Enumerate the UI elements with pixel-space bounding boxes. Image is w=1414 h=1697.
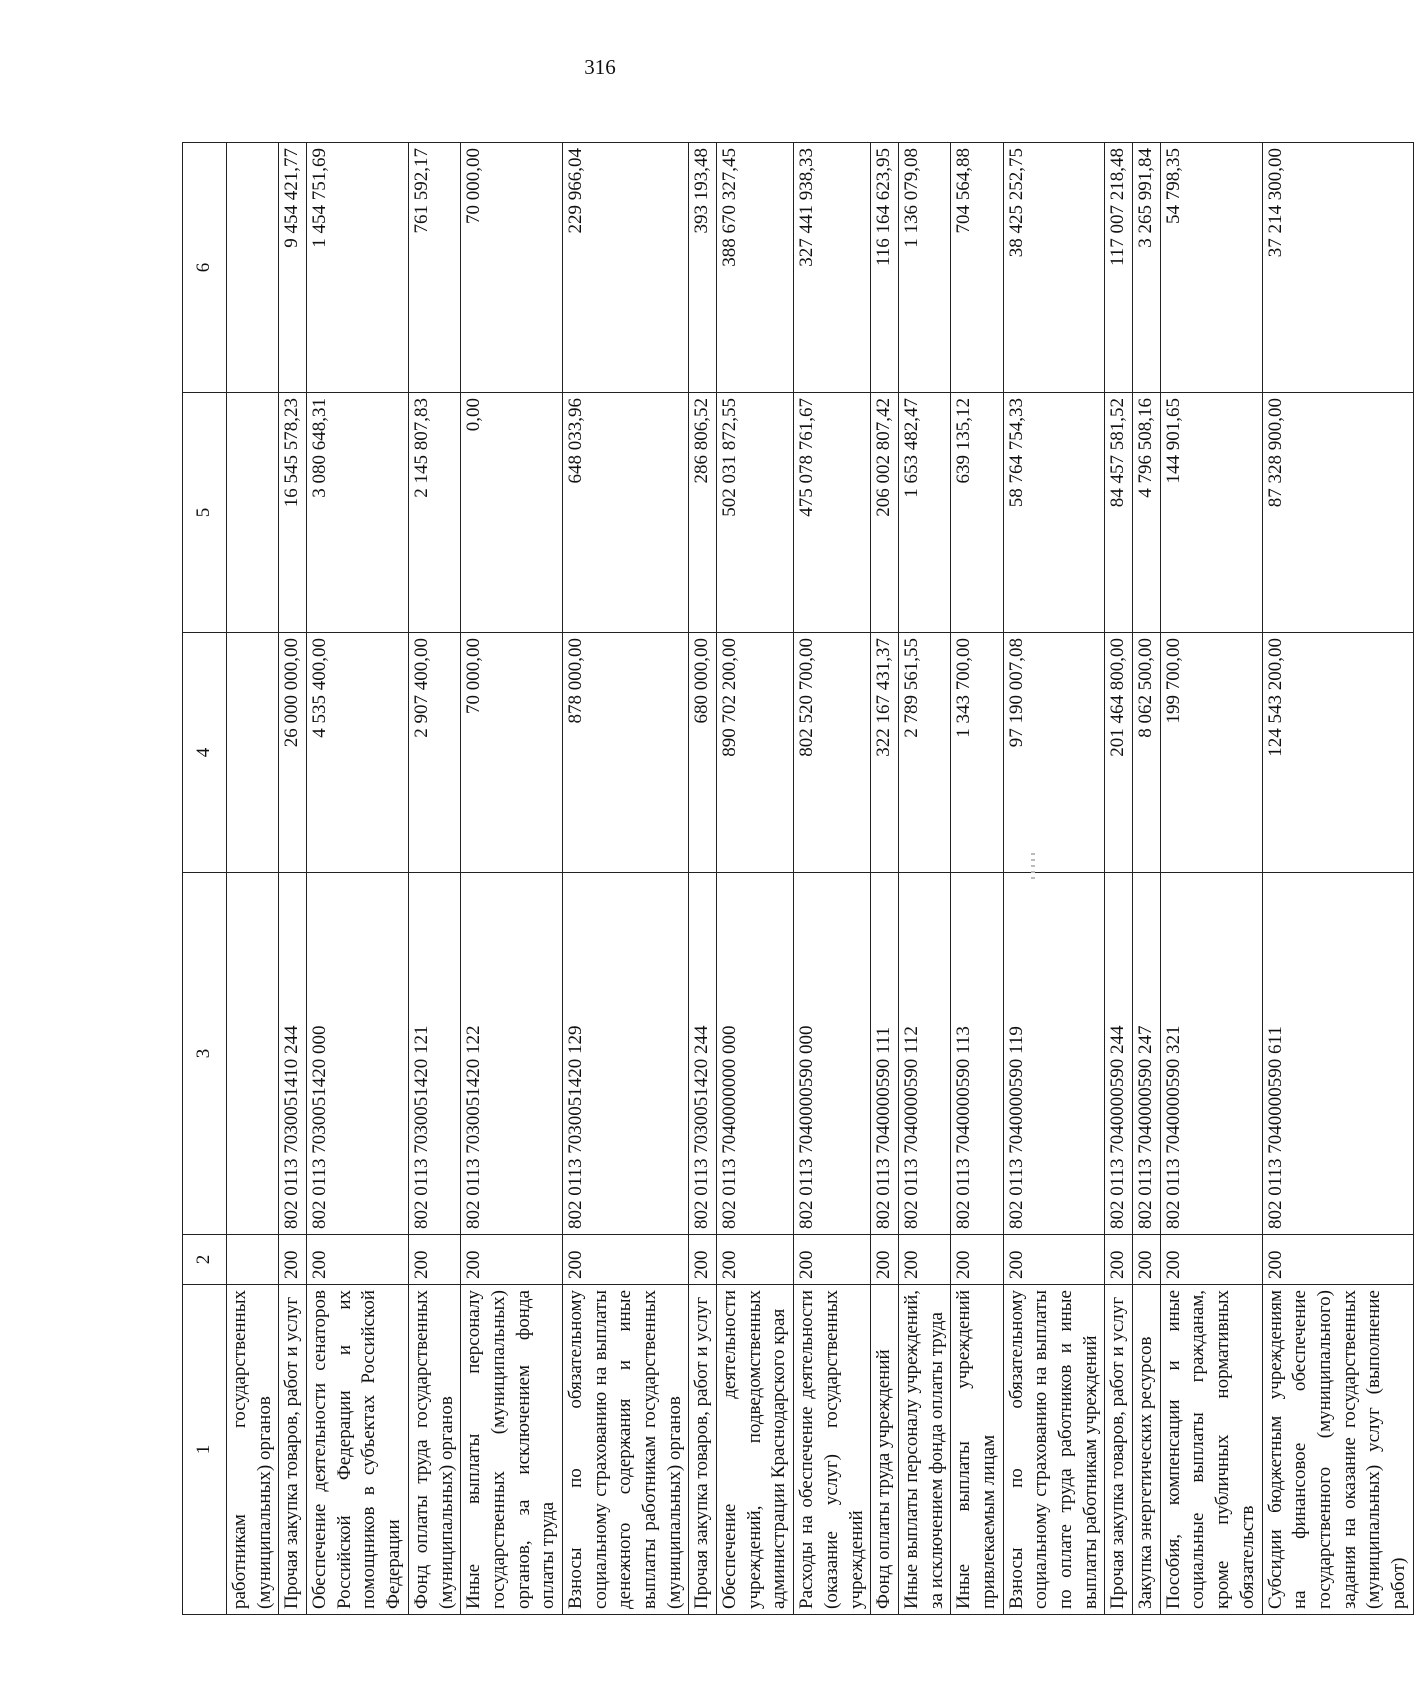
header-cell-1: 1: [183, 1285, 227, 1615]
table-cell-col-3: 802 0113 7040000590 244: [1105, 873, 1133, 1235]
table-cell-col-1: Иные выплаты персоналу государственных (муниципальных) органов, за исключением фонда оплаты труда: [461, 1285, 563, 1615]
table-cell-col-4: 878 000,00: [562, 633, 688, 873]
table-row: [279, 143, 307, 1615]
table-cell-col-6: 1 136 079,08: [898, 143, 950, 393]
table-cell-col-5: 58 764 754,33: [1003, 393, 1105, 633]
table-cell-col-6: 117 007 218,48: [1105, 143, 1133, 393]
table-row: [1105, 143, 1133, 1615]
header-cell-5: 5: [183, 393, 227, 633]
table-cell-col-2: 200: [562, 1235, 688, 1285]
header-cell-2: 2: [183, 1235, 227, 1285]
table-cell-col-5: 16 545 578,23: [279, 393, 307, 633]
table-cell-col-5: 648 033,96: [562, 393, 688, 633]
table-cell-col-1: Субсидии бюджетным учреждениям на финансовое обеспечение государственного (муниципального) задания на оказание государственных (муниципальных) услуг (выполнение работ): [1262, 1285, 1413, 1615]
table-cell-col-5: 4 796 508,16: [1133, 393, 1161, 633]
table-row: [871, 143, 899, 1615]
table-cell-col-3: 802 0113 7040000590 119: [1003, 873, 1105, 1235]
table-cell-col-6: 37 214 300,00: [1262, 143, 1413, 393]
table-cell-col-4: 97 190 007,08: [1003, 633, 1105, 873]
table-cell-col-2: [227, 1235, 279, 1285]
header-cell-4: 4: [183, 633, 227, 873]
table-cell-col-4: 1 343 700,00: [951, 633, 1003, 873]
table-cell-col-2: 200: [1160, 1235, 1262, 1285]
table-row: [562, 143, 688, 1615]
table-cell-col-3: 802 0113 7030051410 244: [279, 873, 307, 1235]
table-row: [227, 143, 279, 1615]
table-row: [1160, 143, 1262, 1615]
table-cell-col-2: 200: [1262, 1235, 1413, 1285]
table-cell-col-4: 2 789 561,55: [898, 633, 950, 873]
table-cell-col-2: 200: [1003, 1235, 1105, 1285]
table-cell-col-4: 890 702 200,00: [717, 633, 794, 873]
table-row: [461, 143, 563, 1615]
table-cell-col-2: 200: [717, 1235, 794, 1285]
table-cell-col-3: 802 0113 7030051420 121: [408, 873, 460, 1235]
table-cell-col-5: 3 080 648,31: [307, 393, 409, 633]
table-cell-col-6: 388 670 327,45: [717, 143, 794, 393]
table-cell-col-5: 87 328 900,00: [1262, 393, 1413, 633]
table-cell-col-6: 3 265 991,84: [1133, 143, 1161, 393]
table-cell-col-4: 70 000,00: [461, 633, 563, 873]
table-cell-col-5: 502 031 872,55: [717, 393, 794, 633]
table-cell-col-1: Обеспечение деятельности учреждений, подведомственных администрации Краснодарского края: [717, 1285, 794, 1615]
table-cell-col-2: 200: [1105, 1235, 1133, 1285]
table-cell-col-1: Иные выплаты учреждений привлекаемым лицам: [951, 1285, 1003, 1615]
table-cell-col-1: Взносы по обязательному социальному страхованию на выплаты денежного содержания и иные выплаты работникам государственных (муниципальных) органов: [562, 1285, 688, 1615]
table-cell-col-3: 802 0113 7040000590 111: [871, 873, 899, 1235]
table-cell-col-2: 200: [279, 1235, 307, 1285]
table-cell-col-3: [227, 873, 279, 1235]
table-cell-col-1: Обеспечение деятельности сенаторов Российской Федерации и их помощников в субъектах Российской Федерации: [307, 1285, 409, 1615]
table-cell-col-1: Закупка энергетических ресурсов: [1133, 1285, 1161, 1615]
table-cell-col-4: [227, 633, 279, 873]
page-number: 316: [584, 55, 616, 79]
table-row: [1133, 143, 1161, 1615]
table-cell-col-4: 124 543 200,00: [1262, 633, 1413, 873]
table-cell-col-5: 639 135,12: [951, 393, 1003, 633]
table-cell-col-2: 200: [1133, 1235, 1161, 1285]
table-cell-col-1: Расходы на обеспечение деятельности (оказание услуг) государственных учреждений: [794, 1285, 871, 1615]
table-cell-col-6: 761 592,17: [408, 143, 460, 393]
table-cell-col-5: 475 078 761,67: [794, 393, 871, 633]
table-cell-col-2: 200: [898, 1235, 950, 1285]
table-cell-col-6: 327 441 938,33: [794, 143, 871, 393]
table-cell-col-5: 206 002 807,42: [871, 393, 899, 633]
table-cell-col-3: 802 0113 7040000590 000: [794, 873, 871, 1235]
table-cell-col-6: 116 164 623,95: [871, 143, 899, 393]
table-cell-col-2: 200: [307, 1235, 409, 1285]
rotated-table-container: [182, 143, 1409, 1615]
table-cell-col-2: 200: [871, 1235, 899, 1285]
table-row: [1262, 143, 1413, 1615]
table-cell-col-4: 26 000 000,00: [279, 633, 307, 873]
table-cell-col-1: Прочая закупка товаров, работ и услуг: [1105, 1285, 1133, 1615]
table-row: [898, 143, 950, 1615]
table-cell-col-3: 802 0113 7040000000 000: [717, 873, 794, 1235]
table-cell-col-5: 144 901,65: [1160, 393, 1262, 633]
header-cell-3: 3: [183, 873, 227, 1235]
table-cell-col-2: 200: [408, 1235, 460, 1285]
header-row: [183, 143, 227, 1615]
table-cell-col-4: 201 464 800,00: [1105, 633, 1133, 873]
table-row: [951, 143, 1003, 1615]
table-cell-col-6: 54 798,35: [1160, 143, 1262, 393]
table-cell-col-4: 4 535 400,00: [307, 633, 409, 873]
scan-artifact-dots: [1031, 853, 1035, 883]
table-body: [227, 143, 1414, 1615]
table-row: [717, 143, 794, 1615]
budget-execution-table: [182, 142, 1414, 1615]
table-cell-col-3: 802 0113 7030051420 129: [562, 873, 688, 1235]
table-cell-col-5: 0,00: [461, 393, 563, 633]
table-cell-col-4: 199 700,00: [1160, 633, 1262, 873]
table-cell-col-6: 393 193,48: [689, 143, 717, 393]
table-cell-col-6: 38 425 252,75: [1003, 143, 1105, 393]
table-cell-col-6: 9 454 421,77: [279, 143, 307, 393]
table-cell-col-6: [227, 143, 279, 393]
table-cell-col-6: 70 000,00: [461, 143, 563, 393]
table-cell-col-4: 2 907 400,00: [408, 633, 460, 873]
table-cell-col-1: Фонд оплаты труда государственных (муниципальных) органов: [408, 1285, 460, 1615]
table-cell-col-2: 200: [689, 1235, 717, 1285]
table-cell-col-3: 802 0113 7040000590 112: [898, 873, 950, 1235]
table-cell-col-2: 200: [794, 1235, 871, 1285]
table-cell-col-3: 802 0113 7040000590 611: [1262, 873, 1413, 1235]
table-cell-col-2: 200: [951, 1235, 1003, 1285]
table-cell-col-3: 802 0113 7040000590 321: [1160, 873, 1262, 1235]
table-cell-col-1: работникам государственных (муниципальных) органов: [227, 1285, 279, 1615]
table-cell-col-6: 229 966,04: [562, 143, 688, 393]
table-row: [689, 143, 717, 1615]
table-cell-col-4: 802 520 700,00: [794, 633, 871, 873]
table-cell-col-4: 680 000,00: [689, 633, 717, 873]
table-cell-col-5: 1 653 482,47: [898, 393, 950, 633]
table-cell-col-1: Иные выплаты персоналу учреждений, за исключением фонда оплаты труда: [898, 1285, 950, 1615]
table-cell-col-1: Пособия, компенсации и иные социальные выплаты гражданам, кроме публичных нормативных обязательств: [1160, 1285, 1262, 1615]
table-row: [408, 143, 460, 1615]
table-row: [1003, 143, 1105, 1615]
header-cell-6: 6: [183, 143, 227, 393]
table-cell-col-3: 802 0113 7030051420 000: [307, 873, 409, 1235]
table-cell-col-4: 8 062 500,00: [1133, 633, 1161, 873]
table-cell-col-6: 1 454 751,69: [307, 143, 409, 393]
table-cell-col-3: 802 0113 7030051420 244: [689, 873, 717, 1235]
table-cell-col-6: 704 564,88: [951, 143, 1003, 393]
table-cell-col-5: 286 806,52: [689, 393, 717, 633]
table-cell-col-1: Прочая закупка товаров, работ и услуг: [279, 1285, 307, 1615]
table-cell-col-3: 802 0113 7030051420 122: [461, 873, 563, 1235]
table-cell-col-5: [227, 393, 279, 633]
table-cell-col-3: 802 0113 7040000590 113: [951, 873, 1003, 1235]
table-row: [307, 143, 409, 1615]
table-cell-col-5: 2 145 807,83: [408, 393, 460, 633]
table-row: [794, 143, 871, 1615]
table-cell-col-1: Прочая закупка товаров, работ и услуг: [689, 1285, 717, 1615]
table-cell-col-1: Фонд оплаты труда учреждений: [871, 1285, 899, 1615]
table-cell-col-2: 200: [461, 1235, 563, 1285]
table-cell-col-5: 84 457 581,52: [1105, 393, 1133, 633]
table-cell-col-3: 802 0113 7040000590 247: [1133, 873, 1161, 1235]
table-cell-col-4: 322 167 431,37: [871, 633, 899, 873]
table-cell-col-1: Взносы по обязательному социальному страхованию на выплаты по оплате труда работников и иные выплаты работникам учреждений: [1003, 1285, 1105, 1615]
